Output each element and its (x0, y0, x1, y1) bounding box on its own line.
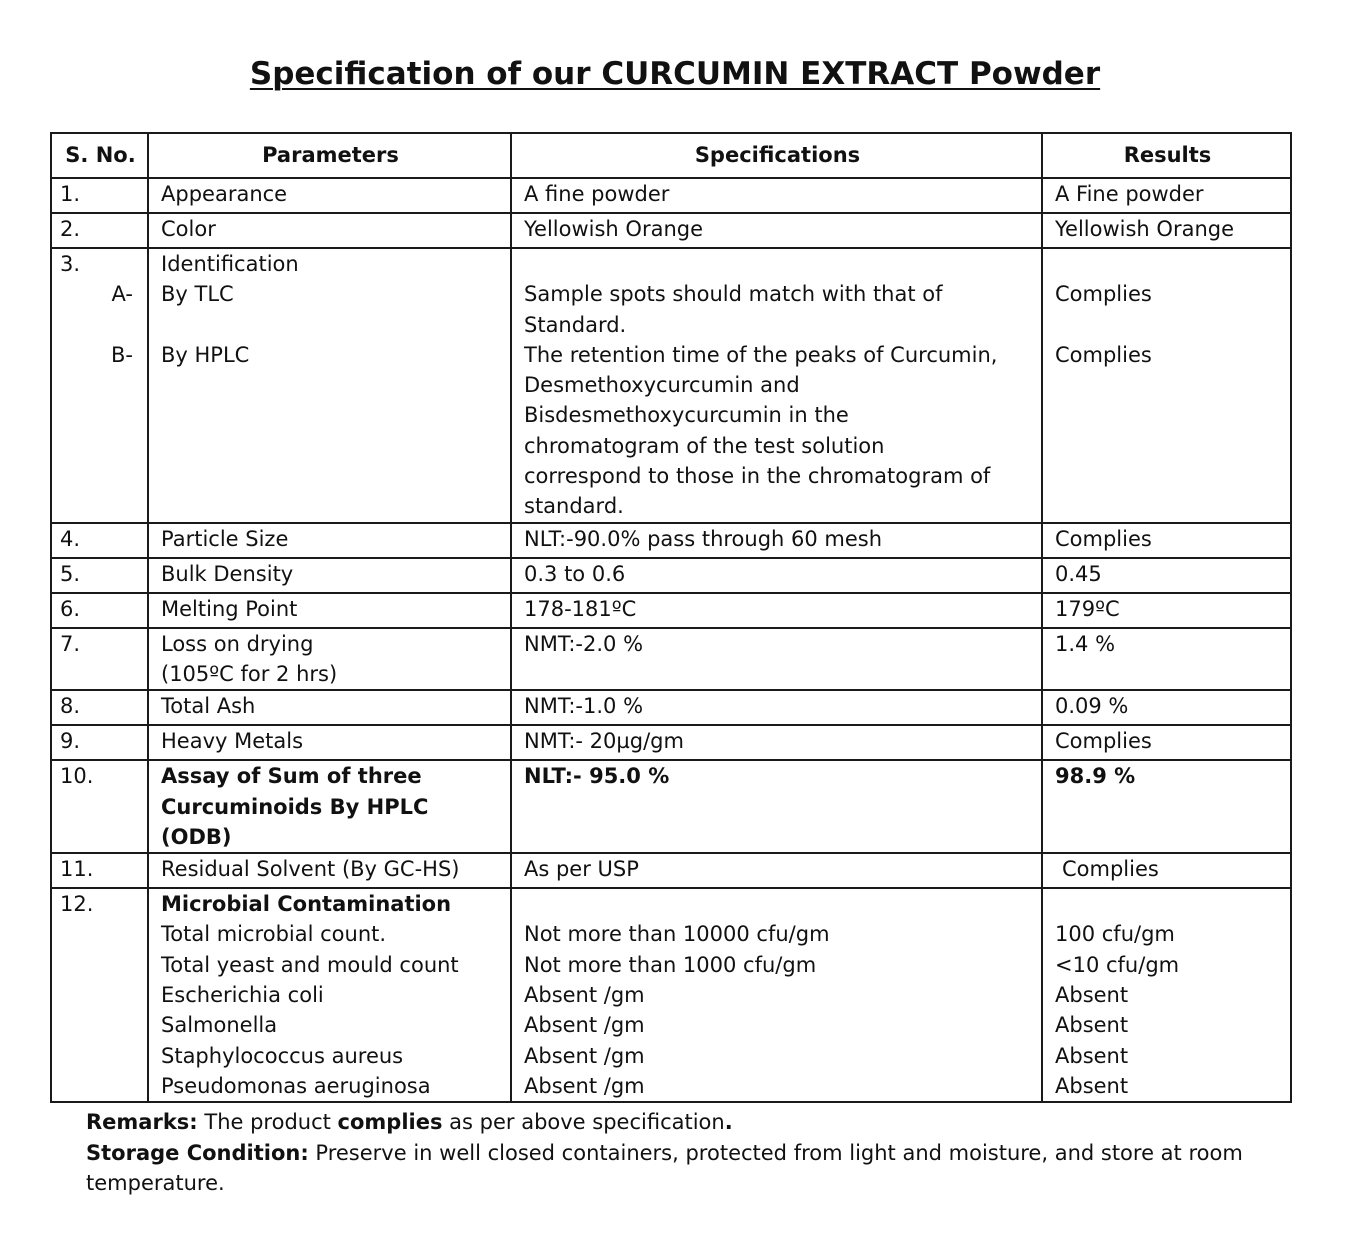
row-spec: Sample spots should match with that of Standard. The retention time of the peaks of Curcumin, Desmethoxycurcumin and Bisdesmethoxycurcumin in the chromatogram of the test solution correspond to those in the chromatogram of standard. (511, 248, 1042, 523)
row-sno: 2. (51, 213, 148, 248)
row-parameter: Assay of Sum of three Curcuminoids By HPLC (ODB) (148, 760, 511, 853)
row-result: Yellowish Orange (1042, 213, 1291, 248)
row-spec: A fine powder (511, 178, 1042, 213)
row-parameter: Total Ash (148, 690, 511, 725)
row-sno: 1. (51, 178, 148, 213)
table-row (51, 593, 1291, 628)
row-sno: 11. (51, 853, 148, 888)
microbial-heading: Microbial Contamination (161, 892, 452, 917)
row-spec: As per USP (511, 853, 1042, 888)
sub-label-a: A- (111, 282, 133, 307)
row-spec: NLT:-90.0% pass through 60 mesh (511, 523, 1042, 558)
row-result: 100 cfu/gm <10 cfu/gm Absent Absent Absent Absent (1042, 888, 1291, 1102)
row-sno: 3. A- B- (51, 248, 148, 523)
row-parameter: Particle Size (148, 523, 511, 558)
sub-label-b: B- (111, 342, 133, 367)
row-result: 0.09 % (1042, 690, 1291, 725)
row-spec: 0.3 to 0.6 (511, 558, 1042, 593)
row-result: 0.45 (1042, 558, 1291, 593)
table-row (51, 760, 1291, 853)
sub-result-a: Complies (1055, 282, 1152, 307)
row-sno: 4. (51, 523, 148, 558)
row-sno: 12. (51, 888, 148, 1102)
table-row (51, 523, 1291, 558)
table-row (51, 558, 1291, 593)
footer-notes (86, 1107, 1266, 1199)
row-parameter: Identification By TLC By HPLC (148, 248, 511, 523)
row-parameter: Color (148, 213, 511, 248)
row-spec: 178-181ºC (511, 593, 1042, 628)
table-row (51, 213, 1291, 248)
row-spec: NMT:- 20µg/gm (511, 725, 1042, 760)
row-result: Complies (1042, 725, 1291, 760)
row-result: A Fine powder (1042, 178, 1291, 213)
header-results: Results (1042, 133, 1291, 178)
row-parameter: Melting Point (148, 593, 511, 628)
table-row (51, 248, 1291, 523)
row-parameter: Appearance (148, 178, 511, 213)
row-sno: 6. (51, 593, 148, 628)
header-sno: S. No. (51, 133, 148, 178)
row-sno: 8. (51, 690, 148, 725)
row-result: 1.4 % (1042, 628, 1291, 691)
row-result: Complies (1042, 523, 1291, 558)
header-specifications: Specifications (511, 133, 1042, 178)
table-row (51, 853, 1291, 888)
row-spec: Not more than 10000 cfu/gm Not more than 1000 cfu/gm Absent /gm Absent /gm Absent /gm Absent /gm (511, 888, 1042, 1102)
header-parameters: Parameters (148, 133, 511, 178)
page-title: Specification of our CURCUMIN EXTRACT Powder (249, 56, 1101, 92)
row-sno: 10. (51, 760, 148, 853)
row-result: 179ºC (1042, 593, 1291, 628)
table-header-row (51, 133, 1291, 178)
row-result (1042, 248, 1291, 523)
storage-condition: Storage Condition: Preserve in well closed containers, protected from light and moisture, and store at room temperature. (86, 1140, 1243, 1195)
row-result: Complies (1042, 853, 1291, 888)
row-sno: 9. (51, 725, 148, 760)
row-parameter: Heavy Metals (148, 725, 511, 760)
row-parameter: Residual Solvent (By GC-HS) (148, 853, 511, 888)
sub-parameter-b: By HPLC (161, 342, 250, 367)
table-row (51, 888, 1291, 1102)
row-spec: Yellowish Orange (511, 213, 1042, 248)
row-spec: NMT:-1.0 % (511, 690, 1042, 725)
row-spec: NLT:- 95.0 % (511, 760, 1042, 853)
sub-parameter-a: By TLC (161, 282, 234, 307)
table-row (51, 725, 1291, 760)
row-spec: NMT:-2.0 % (511, 628, 1042, 691)
row-parameter: Bulk Density (148, 558, 511, 593)
table-row (51, 178, 1291, 213)
table-row (51, 690, 1291, 725)
row-sno: 5. (51, 558, 148, 593)
sub-result-b: Complies (1055, 342, 1152, 367)
remarks: Remarks: The product complies as per above specification. (86, 1110, 733, 1134)
row-sno: 7. (51, 628, 148, 691)
row-result: 98.9 % (1042, 760, 1291, 853)
table-row (51, 628, 1291, 691)
specification-table (50, 132, 1292, 1103)
row-parameter: Loss on drying (105ºC for 2 hrs) (148, 628, 511, 691)
row-parameter: Microbial Contamination Total microbial count. Total yeast and mould count Escherichia coli Salmonella Staphylococcus aureus Pseudomonas aeruginosa (148, 888, 511, 1102)
